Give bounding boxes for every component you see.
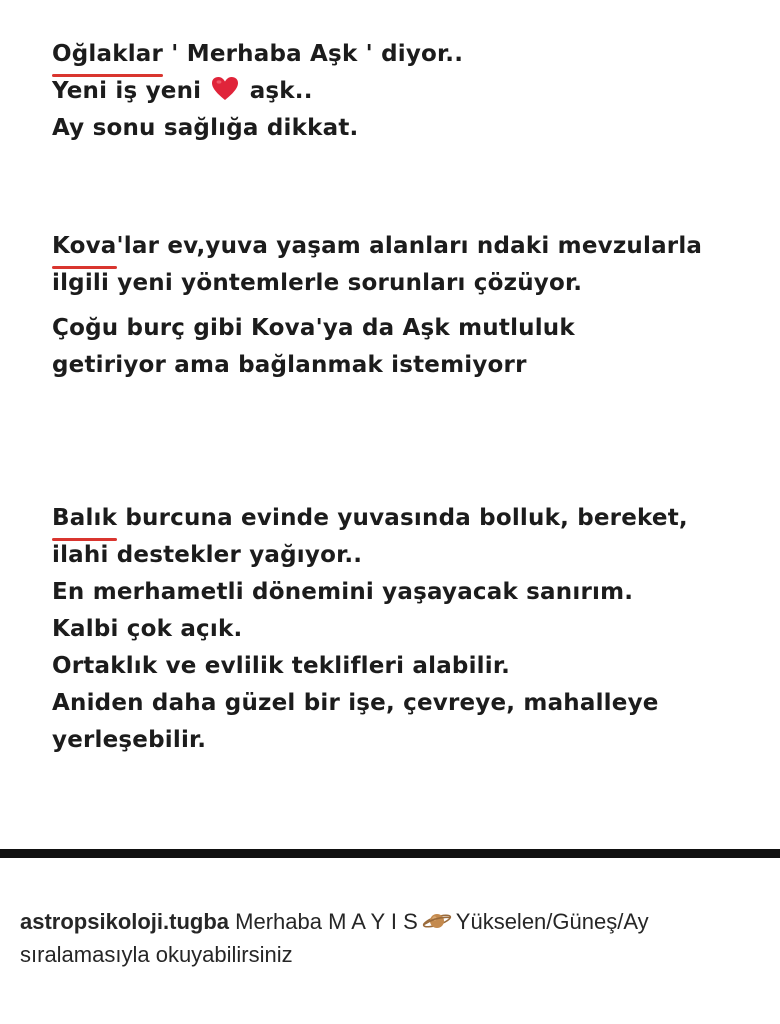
oglak-line-1-text: ' Merhaba Aşk ' diyor.. <box>163 41 464 67</box>
kova-sign-name: Kova <box>52 228 117 265</box>
oglak-section <box>52 36 463 147</box>
kova-line-1-text: 'lar ev,yuva yaşam alanları ndaki mevzularla <box>116 233 703 259</box>
oglak-line-2-after: aşk.. <box>249 78 313 104</box>
kova-line-1 <box>52 228 702 265</box>
oglak-sign-name: Oğlaklar <box>52 36 163 73</box>
balik-sign-name: Balık <box>52 500 117 537</box>
kova-section <box>52 228 702 384</box>
ringed-planet-icon <box>422 910 452 932</box>
balik-line-6: Aniden daha güzel bir işe, çevreye, mahalleye <box>52 690 659 716</box>
balik-line-1 <box>52 500 688 537</box>
oglak-line-1 <box>52 36 463 73</box>
balik-line-1-text: burcuna evinde yuvasında bolluk, bereket, <box>117 505 688 531</box>
kova-line-3: Çoğu burç gibi Kova'ya da Aşk mutluluk <box>52 315 575 341</box>
kova-line-2: ilgili yeni yöntemlerle sorunları çözüyor. <box>52 270 583 296</box>
caption-username-link[interactable]: astropsikoloji.tugba <box>20 909 230 934</box>
oglak-line-2-before: Yeni iş yeni <box>52 78 202 104</box>
oglak-line-3: Ay sonu sağlığa dikkat. <box>52 115 359 141</box>
balik-line-4: Kalbi çok açık. <box>52 616 243 642</box>
balik-line-5: Ortaklık ve evlilik teklifleri alabilir. <box>52 653 511 679</box>
caption-text-end: Yükselen/Güneş/Ay sıralamasıyla okuyabilirsiniz <box>20 909 649 967</box>
balik-line-3: En merhametli dönemini yaşayacak sanırım. <box>52 579 634 605</box>
heart-icon <box>211 76 239 102</box>
image-bottom-divider <box>0 849 780 858</box>
balik-section <box>52 500 688 759</box>
balik-line-2: ilahi destekler yağıyor.. <box>52 542 363 568</box>
oglak-line-2 <box>52 73 463 110</box>
balik-line-7: yerleşebilir. <box>52 727 207 753</box>
caption-text-start: Merhaba M A Y I S <box>229 909 418 934</box>
post-caption <box>20 905 760 971</box>
kova-line-4: getiriyor ama bağlanmak istemiyorr <box>52 352 527 378</box>
